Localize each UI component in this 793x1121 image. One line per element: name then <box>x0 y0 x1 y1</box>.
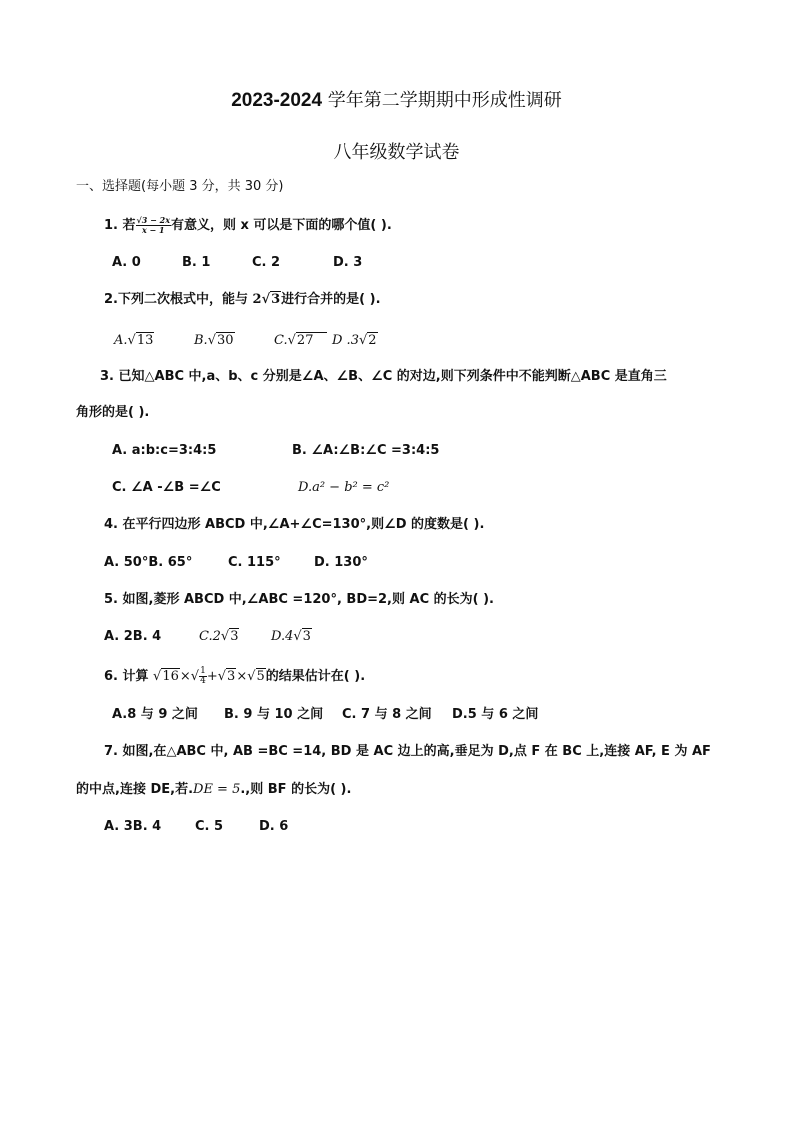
q5-option-ab[interactable]: A. 2B. 4 <box>104 629 162 644</box>
section-heading: 一、选择题(每小题 3 分，共 30 分) <box>76 179 284 194</box>
q3-options-row-1 <box>112 442 439 460</box>
q2-option-a-label: A. <box>114 333 128 348</box>
question-5: 5. 如图,菱形 ABCD 中,∠ABC =120°, BD=2,则 AC 的长为( ). <box>104 592 495 607</box>
q1-option-b[interactable]: B. 1 <box>182 255 211 270</box>
q6-option-d[interactable]: D.5 与 6 之间 <box>452 707 539 722</box>
q3-option-d[interactable]: D.a² − b² = c² <box>298 480 390 495</box>
question-3-line-1: 3. 已知△ABC 中,a、b、c 分别是∠A、∠B、∠C 的对边,则下列条件中不能判断△ABC 是直角三 <box>100 369 667 384</box>
q7-options <box>104 818 288 836</box>
q6-rad-3: 3 <box>227 669 236 684</box>
q2-option-d[interactable]: D .3√2 <box>332 333 377 348</box>
q7-option-ab[interactable]: A. 3B. 4 <box>104 819 162 834</box>
q6-rad-16: 16 <box>162 669 179 684</box>
q6-expression: √16×√ $\frac{1}{4}$ +√3×√5 <box>153 666 265 686</box>
q1-frac-den: x − 1 <box>141 225 165 235</box>
q6-options <box>112 706 538 724</box>
q6-option-a[interactable]: A.8 与 9 之间 <box>112 707 198 722</box>
q2-coef: 2 <box>252 292 262 307</box>
q1-suffix: 有意义，则 x 可以是下面的哪个值( ). <box>170 218 392 233</box>
q3-options-row-2 <box>112 479 389 497</box>
q5-option-c-label: C.2 <box>199 629 221 644</box>
q2-option-b-rad: 30 <box>216 333 234 348</box>
q2-option-c[interactable]: C.√27 <box>274 332 332 350</box>
question-4: 4. 在平行四边形 ABCD 中,∠A+∠C=130°,则∠D 的度数是( ). <box>104 517 485 532</box>
q7-line2-prefix: 的中点,连接 DE,若. <box>76 782 194 797</box>
q3-option-c[interactable]: C. ∠A -∠B =∠C <box>112 480 221 495</box>
q5-option-c[interactable]: C.2√3 <box>199 629 239 644</box>
q1-option-c[interactable]: C. 2 <box>252 255 281 270</box>
q2-option-c-label: C. <box>274 333 288 348</box>
q7-condition: DE = 5 <box>193 782 241 797</box>
q7-line2-suffix: .,则 BF 的长为( ). <box>240 782 352 797</box>
q5-options <box>104 628 312 646</box>
q2-option-d-label: D .3 <box>332 333 359 348</box>
question-3-line-2: 角形的是( ). <box>76 405 150 420</box>
q2-suffix: 进行合并的是( ). <box>281 292 381 307</box>
page-title <box>0 86 793 112</box>
q5-option-c-rad: 3 <box>230 629 239 644</box>
q2-option-d-rad: 2 <box>368 333 377 348</box>
q2-option-a[interactable]: A.√13 <box>114 333 154 348</box>
page-subtitle: 八年级数学试卷 <box>333 142 460 163</box>
question-7-line-2 <box>76 781 351 799</box>
q1-prefix: 1. 若 <box>104 218 136 233</box>
q6-suffix: 的结果估计在( ). <box>265 669 366 684</box>
q5-option-d-label: D.4 <box>271 629 294 644</box>
q5-option-d[interactable]: D.4√3 <box>271 629 311 644</box>
q6-rad-5: 5 <box>256 669 265 684</box>
q1-frac-num: 3 − 2x <box>141 215 170 225</box>
title-text: 学年第二学期期中形成性调研 <box>322 90 562 111</box>
q4-option-c[interactable]: C. 115° <box>228 555 281 570</box>
q4-option-d[interactable]: D. 130° <box>314 555 368 570</box>
q3-option-b[interactable]: B. ∠A:∠B:∠C =3:4:5 <box>292 443 440 458</box>
q6-prefix: 6. 计算 <box>104 669 149 684</box>
q4-options <box>104 554 368 572</box>
q2-option-b-label: B. <box>194 333 208 348</box>
question-7-line-1: 7. 如图,在△ABC 中, AB =BC =14, BD 是 AC 边上的高,垂足为 D,点 F 在 BC 上,连接 AF, E 为 AF <box>104 744 711 759</box>
q6-times-1: × <box>179 669 191 684</box>
q2-radicand: 3 <box>271 292 281 307</box>
q6-frac-den: 4 <box>200 676 206 686</box>
q2-option-b[interactable]: B.√30 <box>194 333 234 348</box>
q7-option-d[interactable]: D. 6 <box>259 819 289 834</box>
q2-options <box>114 332 378 350</box>
q2-prefix: 2.下列二次根式中，能与 <box>104 292 248 307</box>
q6-fraction <box>199 667 207 686</box>
q1-option-d[interactable]: D. 3 <box>333 255 363 270</box>
title-year: 2023-2024 <box>231 90 323 111</box>
question-2 <box>104 291 381 309</box>
q7-option-c[interactable]: C. 5 <box>195 819 224 834</box>
q4-option-ab[interactable]: A. 50°B. 65° <box>104 555 193 570</box>
q1-option-a[interactable]: A. 0 <box>112 255 141 270</box>
q1-options <box>112 254 362 272</box>
q6-option-b[interactable]: B. 9 与 10 之间 <box>224 707 324 722</box>
q2-expression: 2√3 <box>252 292 281 307</box>
q6-times-2: × <box>236 669 248 684</box>
q2-option-c-rad: 27 <box>296 332 328 348</box>
q1-fraction: $\frac{√3 - 2x}{x - 1}$ <box>136 215 170 235</box>
q3-option-a[interactable]: A. a:b:c=3:4:5 <box>112 443 217 458</box>
q6-frac-num: 1 <box>200 666 206 676</box>
q6-option-c[interactable]: C. 7 与 8 之间 <box>342 707 432 722</box>
q2-option-a-rad: 13 <box>136 333 154 348</box>
question-6 <box>104 667 365 686</box>
q5-option-d-rad: 3 <box>302 629 311 644</box>
question-1 <box>104 216 392 235</box>
q6-plus: + <box>206 669 218 684</box>
